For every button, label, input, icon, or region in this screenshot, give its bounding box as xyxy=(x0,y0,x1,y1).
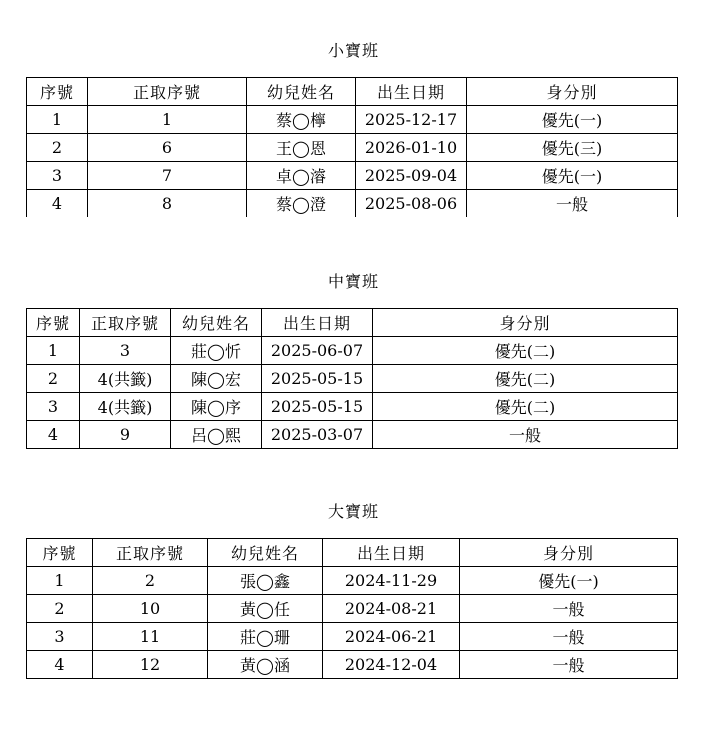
cell-birth-date: 2024-08-21 xyxy=(323,595,460,623)
header-birth-date: 出生日期 xyxy=(323,539,460,567)
cell-identity: 優先(二) xyxy=(373,337,678,365)
cell-seq: 3 xyxy=(27,623,93,651)
table-middle-class xyxy=(26,308,678,449)
cell-admit-seq: 9 xyxy=(80,421,171,449)
cell-admit-seq: 8 xyxy=(88,190,247,218)
table-row xyxy=(27,337,678,365)
header-seq: 序號 xyxy=(27,309,80,337)
cell-identity: 一般 xyxy=(373,421,678,449)
table-row xyxy=(27,134,678,162)
table-header-row xyxy=(27,539,678,567)
header-identity: 身分別 xyxy=(467,78,678,106)
table-row xyxy=(27,365,678,393)
cell-admit-seq: 2 xyxy=(93,567,208,595)
header-admit-seq: 正取序號 xyxy=(80,309,171,337)
cell-seq: 1 xyxy=(27,106,88,134)
cell-seq: 4 xyxy=(27,190,88,218)
table-row xyxy=(27,106,678,134)
cell-seq: 2 xyxy=(27,365,80,393)
cell-birth-date: 2025-12-17 xyxy=(356,106,467,134)
cell-child-name: 陳◯序 xyxy=(171,393,262,421)
cell-identity: 一般 xyxy=(460,651,678,679)
header-seq: 序號 xyxy=(27,78,88,106)
cell-identity: 優先(三) xyxy=(467,134,678,162)
table-header-row xyxy=(27,309,678,337)
header-identity: 身分別 xyxy=(460,539,678,567)
cell-identity: 優先(一) xyxy=(467,106,678,134)
cell-seq: 3 xyxy=(27,393,80,421)
table-row xyxy=(27,162,678,190)
cell-admit-seq: 6 xyxy=(88,134,247,162)
cell-birth-date: 2024-06-21 xyxy=(323,623,460,651)
header-admit-seq: 正取序號 xyxy=(93,539,208,567)
cell-admit-seq: 4(共籤) xyxy=(80,393,171,421)
cell-identity: 優先(二) xyxy=(373,365,678,393)
table-row xyxy=(27,393,678,421)
table-row xyxy=(27,623,678,651)
header-birth-date: 出生日期 xyxy=(262,309,373,337)
header-child-name: 幼兒姓名 xyxy=(171,309,262,337)
cell-birth-date: 2025-08-06 xyxy=(356,190,467,218)
cell-child-name: 莊◯珊 xyxy=(208,623,323,651)
cell-birth-date: 2025-05-15 xyxy=(262,393,373,421)
header-admit-seq: 正取序號 xyxy=(88,78,247,106)
cell-admit-seq: 11 xyxy=(93,623,208,651)
cell-admit-seq: 4(共籤) xyxy=(80,365,171,393)
table-row xyxy=(27,421,678,449)
header-birth-date: 出生日期 xyxy=(356,78,467,106)
cell-admit-seq: 1 xyxy=(88,106,247,134)
cell-identity: 一般 xyxy=(460,623,678,651)
cell-birth-date: 2025-03-07 xyxy=(262,421,373,449)
cell-admit-seq: 7 xyxy=(88,162,247,190)
cell-child-name: 蔡◯澄 xyxy=(247,190,356,218)
header-child-name: 幼兒姓名 xyxy=(247,78,356,106)
table-row xyxy=(27,595,678,623)
cell-birth-date: 2025-06-07 xyxy=(262,337,373,365)
cell-child-name: 卓◯濬 xyxy=(247,162,356,190)
section-title-middle-class: 中寶班 xyxy=(327,272,379,291)
cell-seq: 1 xyxy=(27,567,93,595)
table-small-class xyxy=(26,77,678,217)
cell-child-name: 黃◯涵 xyxy=(208,651,323,679)
cell-seq: 2 xyxy=(27,595,93,623)
cell-child-name: 黃◯任 xyxy=(208,595,323,623)
cell-child-name: 陳◯宏 xyxy=(171,365,262,393)
header-identity: 身分別 xyxy=(373,309,678,337)
cell-birth-date: 2024-12-04 xyxy=(323,651,460,679)
cell-admit-seq: 10 xyxy=(93,595,208,623)
table-big-class xyxy=(26,538,678,679)
cell-identity: 一般 xyxy=(467,190,678,218)
cell-identity: 一般 xyxy=(460,595,678,623)
table-row xyxy=(27,190,678,218)
section-title-small-class: 小寶班 xyxy=(327,41,379,60)
cell-birth-date: 2024-11-29 xyxy=(323,567,460,595)
cell-admit-seq: 12 xyxy=(93,651,208,679)
cell-identity: 優先(一) xyxy=(460,567,678,595)
cell-birth-date: 2026-01-10 xyxy=(356,134,467,162)
header-seq: 序號 xyxy=(27,539,93,567)
cell-identity: 優先(二) xyxy=(373,393,678,421)
cell-identity: 優先(一) xyxy=(467,162,678,190)
cell-seq: 3 xyxy=(27,162,88,190)
cell-child-name: 呂◯熙 xyxy=(171,421,262,449)
cell-admit-seq: 3 xyxy=(80,337,171,365)
cell-child-name: 張◯鑫 xyxy=(208,567,323,595)
cell-birth-date: 2025-09-04 xyxy=(356,162,467,190)
cell-seq: 2 xyxy=(27,134,88,162)
cell-child-name: 蔡◯檸 xyxy=(247,106,356,134)
cell-seq: 4 xyxy=(27,651,93,679)
cell-seq: 4 xyxy=(27,421,80,449)
header-child-name: 幼兒姓名 xyxy=(208,539,323,567)
table-row xyxy=(27,651,678,679)
cell-birth-date: 2025-05-15 xyxy=(262,365,373,393)
cell-seq: 1 xyxy=(27,337,80,365)
table-header-row xyxy=(27,78,678,106)
cell-child-name: 莊◯忻 xyxy=(171,337,262,365)
cell-child-name: 王◯恩 xyxy=(247,134,356,162)
table-row xyxy=(27,567,678,595)
section-title-big-class: 大寶班 xyxy=(327,502,379,521)
